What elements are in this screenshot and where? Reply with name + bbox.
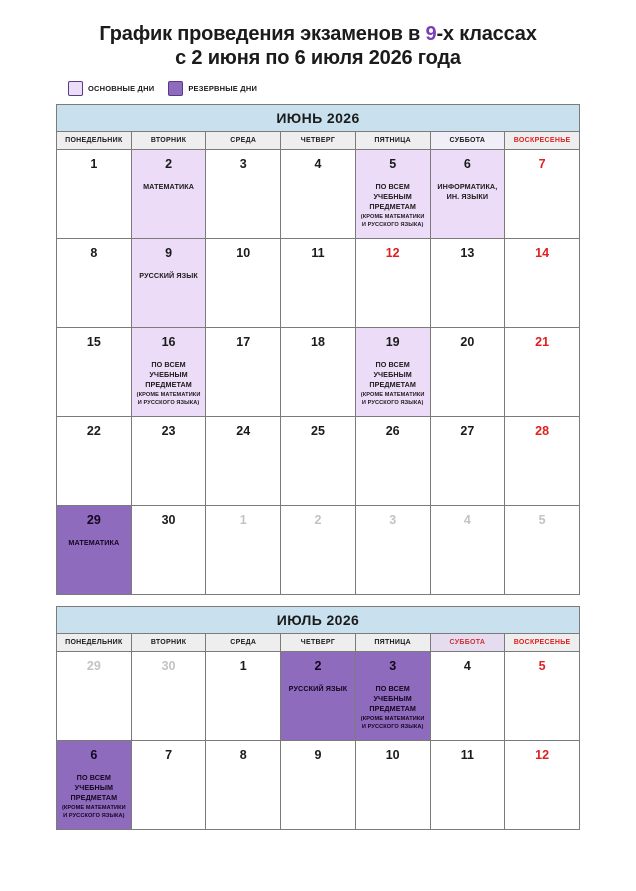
day-number: 5: [538, 512, 546, 527]
day-number: 17: [236, 334, 251, 349]
day-number: 2: [165, 156, 173, 171]
day-number: 1: [239, 512, 247, 527]
day-number: 2: [314, 512, 322, 527]
calendar-day-cell: [131, 651, 206, 740]
calendar-day-cell: [206, 740, 281, 829]
calendar-day-cell: [206, 416, 281, 505]
day-number: 26: [385, 423, 400, 438]
weekday-header-6: СУББОТА: [430, 633, 505, 651]
exam-subject: ПО ВСЕМ УЧЕБНЫМ ПРЕДМЕТАМ: [369, 360, 416, 389]
calendar-month-1: [56, 104, 580, 595]
calendar-day-cell: [355, 740, 430, 829]
day-number: 1: [239, 658, 247, 673]
day-number: 11: [311, 245, 325, 260]
day-number: 6: [463, 156, 471, 171]
day-number: 29: [86, 512, 101, 527]
exam-subject-note: (КРОМЕ МАТЕМАТИКИ И РУССКОГО ЯЗЫКА): [360, 392, 425, 406]
day-number: 10: [385, 747, 400, 762]
day-number: 9: [165, 245, 173, 260]
day-number: 15: [86, 334, 101, 349]
day-number: 30: [161, 512, 176, 527]
day-number: 13: [460, 245, 475, 260]
exam-subject: ПО ВСЕМ УЧЕБНЫМ ПРЕДМЕТАМ: [369, 684, 416, 713]
calendar-day-cell: [57, 327, 132, 416]
day-number: 5: [538, 658, 546, 673]
page-title: [24, 22, 612, 71]
title-line2: с 2 июня по 6 июля 2026 года: [175, 47, 461, 70]
legend-swatch-main-icon: [68, 81, 83, 96]
weekday-header-3: СРЕДА: [206, 633, 281, 651]
exam-subject-note: (КРОМЕ МАТЕМАТИКИ И РУССКОГО ЯЗЫКА): [61, 805, 126, 819]
calendar-day-cell: [430, 149, 505, 238]
calendar-week-row: [57, 149, 580, 238]
exam-subject: ИНФОРМАТИКА, ИН. ЯЗЫКИ: [437, 182, 498, 201]
calendar-day-cell: [131, 416, 206, 505]
legend: [68, 81, 612, 96]
exam-subject-note: (КРОМЕ МАТЕМАТИКИ И РУССКОГО ЯЗЫКА): [360, 716, 425, 730]
day-number: 11: [460, 747, 474, 762]
calendar-day-cell: [505, 416, 580, 505]
day-number: 30: [161, 658, 176, 673]
day-number: 8: [239, 747, 247, 762]
calendar-month-2: [56, 606, 580, 830]
calendar-day-cell: [57, 149, 132, 238]
legend-label-reserve: РЕЗЕРВНЫЕ ДНИ: [188, 83, 258, 93]
day-number: 21: [535, 334, 550, 349]
day-number: 7: [165, 747, 173, 762]
day-number: 7: [538, 156, 546, 171]
day-number: 3: [389, 512, 397, 527]
title-line1-part-b: -х классах: [436, 23, 537, 45]
exam-subject: ПО ВСЕМ УЧЕБНЫМ ПРЕДМЕТАМ: [145, 360, 192, 389]
title-line1-part-a: График проведения экзаменов в: [99, 23, 426, 45]
day-number: 14: [535, 245, 550, 260]
weekday-header-2: ВТОРНИК: [131, 131, 206, 149]
calendar-day-cell: [505, 327, 580, 416]
exam-event-label: [57, 773, 131, 820]
legend-swatch-reserve-icon: [168, 81, 183, 96]
day-number: 20: [460, 334, 475, 349]
calendar-day-cell: [206, 327, 281, 416]
calendar-day-cell: [430, 740, 505, 829]
exam-event-label: [356, 182, 430, 229]
day-number: 3: [239, 156, 247, 171]
weekday-header-1: ПОНЕДЕЛЬНИК: [57, 131, 132, 149]
day-number: 3: [389, 658, 397, 673]
calendar-day-cell: [430, 651, 505, 740]
calendar-day-cell: [206, 505, 281, 594]
calendar-day-cell: [206, 149, 281, 238]
calendar-week-row: [57, 327, 580, 416]
day-number: 4: [463, 512, 471, 527]
weekday-header-2: ВТОРНИК: [131, 633, 206, 651]
calendar-day-cell: [57, 505, 132, 594]
calendar-week-row: [57, 238, 580, 327]
day-number: 16: [161, 334, 176, 349]
legend-item-reserve: [168, 81, 257, 96]
calendar-day-cell: [505, 149, 580, 238]
calendar-day-cell: [131, 505, 206, 594]
calendar-day-cell: [505, 651, 580, 740]
month-title: ИЮНЬ 2026: [57, 104, 580, 131]
weekday-header-4: ЧЕТВЕРГ: [281, 633, 356, 651]
day-number: 4: [463, 658, 471, 673]
day-number: 10: [236, 245, 251, 260]
calendar-day-cell: [355, 651, 430, 740]
calendar-day-cell: [430, 238, 505, 327]
day-number: 5: [389, 156, 397, 171]
calendar-day-cell: [430, 416, 505, 505]
calendar-day-cell: [281, 505, 356, 594]
calendar-day-cell: [57, 740, 132, 829]
day-number: 18: [311, 334, 325, 349]
exam-event-label: [132, 182, 206, 192]
weekday-header-4: ЧЕТВЕРГ: [281, 131, 356, 149]
calendar-day-cell: [57, 651, 132, 740]
title-grade-highlight: 9: [425, 23, 437, 45]
exam-subject: РУССКИЙ ЯЗЫК: [139, 271, 198, 281]
calendar-day-cell: [206, 651, 281, 740]
day-number: 12: [535, 747, 550, 762]
day-number: 12: [385, 245, 400, 260]
exam-subject: МАТЕМАТИКА: [68, 538, 120, 548]
exam-subject: МАТЕМАТИКА: [143, 182, 195, 192]
day-number: 25: [311, 423, 325, 438]
weekday-header-5: ПЯТНИЦА: [355, 633, 430, 651]
day-number: 27: [460, 423, 475, 438]
calendar-day-cell: [355, 238, 430, 327]
exam-subject-note: (КРОМЕ МАТЕМАТИКИ И РУССКОГО ЯЗЫКА): [136, 392, 201, 406]
calendar-day-cell: [355, 505, 430, 594]
calendar-week-row: [57, 651, 580, 740]
day-number: 19: [385, 334, 400, 349]
day-number: 2: [314, 658, 322, 673]
calendar-day-cell: [355, 327, 430, 416]
calendar-day-cell: [355, 149, 430, 238]
calendar-day-cell: [131, 238, 206, 327]
day-number: 24: [236, 423, 251, 438]
calendar-day-cell: [281, 416, 356, 505]
calendar-day-cell: [57, 416, 132, 505]
calendar-day-cell: [131, 149, 206, 238]
exam-subject: РУССКИЙ ЯЗЫК: [288, 684, 348, 694]
calendar-day-cell: [505, 238, 580, 327]
calendar-day-cell: [281, 651, 356, 740]
calendar-day-cell: [281, 740, 356, 829]
weekday-header-1: ПОНЕДЕЛЬНИК: [57, 633, 132, 651]
exam-event-label: [132, 360, 206, 407]
calendar-day-cell: [505, 740, 580, 829]
day-number: 22: [86, 423, 101, 438]
weekday-header-3: СРЕДА: [206, 131, 281, 149]
day-number: 29: [86, 658, 101, 673]
weekday-header-6: СУББОТА: [430, 131, 505, 149]
day-number: 28: [535, 423, 550, 438]
exam-event-label: [431, 182, 505, 201]
legend-item-main: [68, 81, 154, 96]
month-title: ИЮЛЬ 2026: [57, 606, 580, 633]
legend-label-main: ОСНОВНЫЕ ДНИ: [88, 83, 155, 93]
day-number: 6: [90, 747, 98, 762]
calendar-day-cell: [430, 327, 505, 416]
calendar-week-row: [57, 416, 580, 505]
weekday-header-7: ВОСКРЕСЕНЬЕ: [505, 633, 580, 651]
day-number: 9: [314, 747, 322, 762]
exam-subject: ПО ВСЕМ УЧЕБНЫМ ПРЕДМЕТАМ: [369, 182, 416, 211]
exam-event-label: [281, 684, 355, 694]
day-number: 4: [314, 156, 322, 171]
exam-subject: ПО ВСЕМ УЧЕБНЫМ ПРЕДМЕТАМ: [70, 773, 118, 802]
calendar-day-cell: [281, 149, 356, 238]
day-number: 8: [90, 245, 98, 260]
calendar-week-row: [57, 740, 580, 829]
calendar-day-cell: [131, 327, 206, 416]
exam-event-label: [57, 538, 131, 548]
day-number: 1: [90, 156, 98, 171]
month-spacer: [24, 595, 612, 606]
exam-subject-note: (КРОМЕ МАТЕМАТИКИ И РУССКОГО ЯЗЫКА): [360, 214, 425, 228]
weekday-header-5: ПЯТНИЦА: [355, 131, 430, 149]
calendar-day-cell: [281, 327, 356, 416]
calendars-container: [24, 104, 612, 830]
calendar-day-cell: [430, 505, 505, 594]
weekday-header-7: ВОСКРЕСЕНЬЕ: [505, 131, 580, 149]
calendar-day-cell: [505, 505, 580, 594]
calendar-day-cell: [57, 238, 132, 327]
exam-event-label: [132, 271, 206, 281]
calendar-day-cell: [355, 416, 430, 505]
calendar-day-cell: [281, 238, 356, 327]
day-number: 23: [161, 423, 176, 438]
exam-event-label: [356, 684, 430, 731]
exam-event-label: [356, 360, 430, 407]
calendar-day-cell: [131, 740, 206, 829]
calendar-day-cell: [206, 238, 281, 327]
calendar-week-row: [57, 505, 580, 594]
